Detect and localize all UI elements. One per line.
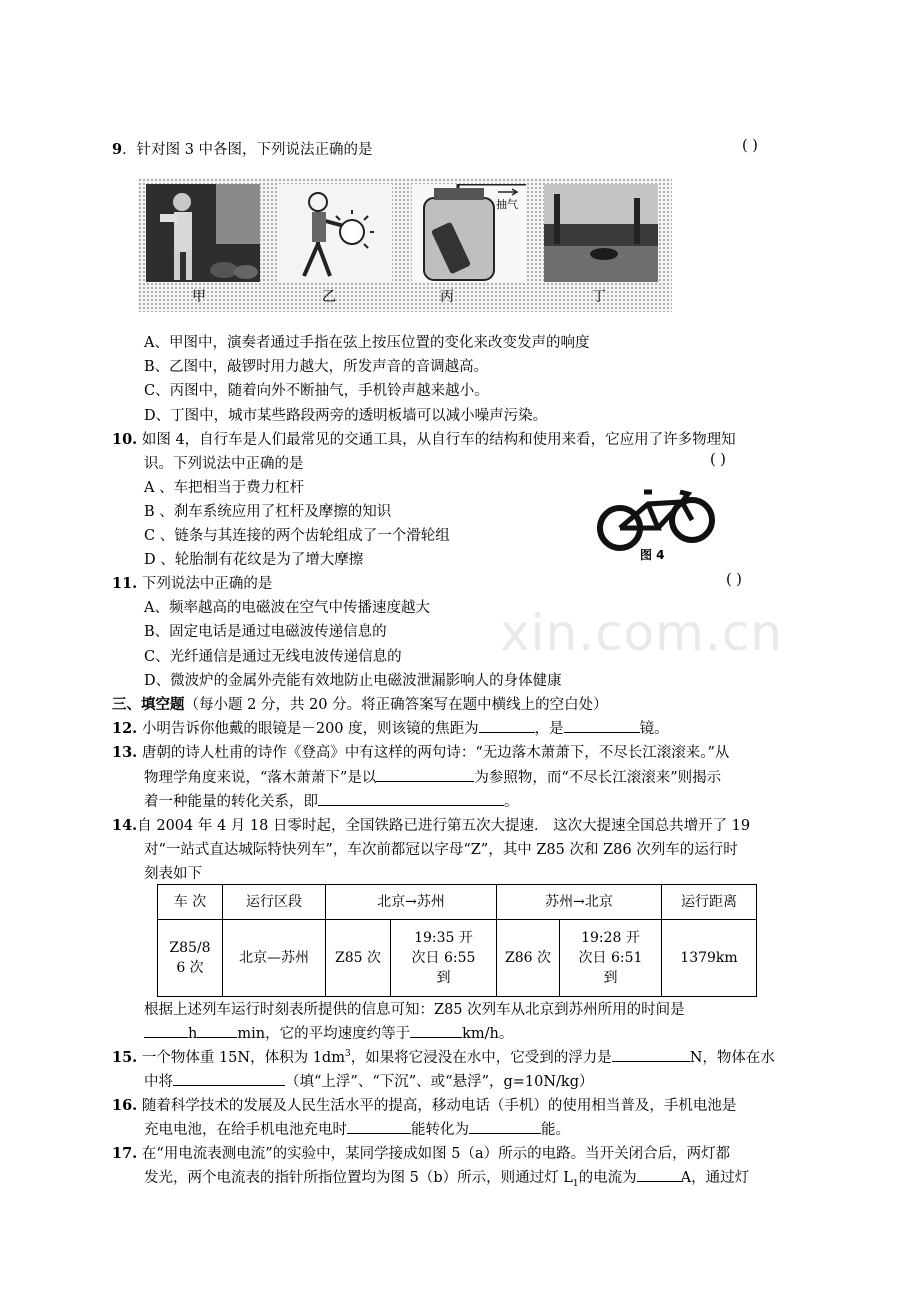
question-text: 小明告诉你他戴的眼镜是－200 度，则该镜的焦距为 xyxy=(141,721,479,737)
question-text: 为参照物，而“不尽长江滚滚来”则揭示 xyxy=(474,770,722,786)
answer-blank[interactable] xyxy=(173,1071,285,1086)
question-number: 11. xyxy=(112,575,138,592)
question-text: （填“上浮”、“下沉”、或“悬浮”，g=10N/kg） xyxy=(285,1074,594,1090)
figure-3 xyxy=(138,178,672,312)
question-text: 一个物体重 15N，体积为 1dm xyxy=(141,1050,345,1066)
question-text: ，是 xyxy=(534,721,564,737)
question-14 xyxy=(112,814,750,835)
cell-z86: Z86 次 xyxy=(497,920,560,997)
answer-blank[interactable] xyxy=(376,767,474,782)
figure-4-label: 图 4 xyxy=(640,548,665,562)
caption-jia: 甲 xyxy=(192,289,206,305)
answer-paren: ( ) xyxy=(710,452,726,468)
cell-distance: 1379km xyxy=(662,920,757,997)
question-text-cont: 识。下列说法中正确的是 xyxy=(144,456,304,472)
question-text: h xyxy=(188,1026,198,1042)
answer-blank[interactable] xyxy=(144,1023,188,1038)
question-13 xyxy=(112,741,729,762)
option-c: C、光纤通信是通过无线电波传递信息的 xyxy=(144,649,402,665)
question-text: A，通过灯 xyxy=(680,1170,750,1186)
option-d: D、丁图中，城市某些路段两旁的透明板墙可以减小噪声污染。 xyxy=(144,408,548,424)
section-note: （每小题 2 分，共 20 分。将正确答案写在题中横线上的空白处） xyxy=(184,697,608,713)
train-timetable xyxy=(157,884,757,997)
cell-line: 到 xyxy=(436,970,451,986)
question-15-line2 xyxy=(144,1070,594,1091)
section-3-heading xyxy=(112,693,608,714)
section-title: 三、填空题 xyxy=(112,696,185,713)
question-text: 镜。 xyxy=(639,721,669,737)
cell-line: 次日 6:55 xyxy=(411,950,476,966)
answer-blank[interactable] xyxy=(410,1023,462,1038)
question-11 xyxy=(112,572,272,593)
answer-paren: ( ) xyxy=(726,572,742,588)
answer-blank[interactable] xyxy=(564,718,640,733)
cell-line: 到 xyxy=(603,970,618,986)
header-section: 运行区段 xyxy=(223,885,326,920)
question-text: 在“用电流表测电流”的实验中，某同学接成如图 5（a）所示的电路。当开关闭合后，两灯都 xyxy=(141,1146,731,1162)
answer-blank[interactable] xyxy=(197,1023,237,1038)
question-12 xyxy=(112,717,669,738)
question-17 xyxy=(112,1142,730,1163)
header-sz-bj: 苏州→北京 xyxy=(497,885,662,920)
caption-ding: 丁 xyxy=(592,289,606,305)
caption-yi: 乙 xyxy=(322,289,336,305)
option-b: B 、刹车系统应用了杠杆及摩擦的知识 xyxy=(144,504,392,520)
violinist-image xyxy=(146,184,260,282)
header-distance: 运行距离 xyxy=(662,885,757,920)
question-text: 如图 4，自行车是人们最常见的交通工具，从自行车的结构和使用来看，它应用了许多物理知 xyxy=(141,432,736,448)
caption-bing: 丙 xyxy=(440,289,454,305)
option-b: B、固定电话是通过电磁波传递信息的 xyxy=(144,624,387,640)
question-text: min，它的平均速度约等于 xyxy=(237,1026,411,1042)
question-text: 中将 xyxy=(144,1074,173,1090)
answer-blank[interactable] xyxy=(637,1167,681,1182)
question-14-line3: 刻表如下 xyxy=(144,866,202,882)
option-c: C、丙图中，随着向外不断抽气，手机铃声越来越小。 xyxy=(144,383,489,399)
option-a: A 、车把相当于费力杠杆 xyxy=(144,480,305,496)
answer-blank[interactable] xyxy=(612,1047,690,1062)
question-16-line2 xyxy=(144,1118,570,1139)
pump-label: 抽气 xyxy=(496,198,518,211)
table-row xyxy=(158,920,757,997)
question-9 xyxy=(112,138,373,159)
answer-blank[interactable] xyxy=(318,791,504,806)
watermark: xin.com.cn xyxy=(500,604,783,662)
question-number: 17. xyxy=(112,1145,138,1162)
question-text: N，物体在水 xyxy=(689,1050,775,1066)
question-14-line2: 对“一站式直达城际特快列车”，车次前都冠以字母“Z”，其中 Z85 次和 Z86 次列车的运行时 xyxy=(144,842,738,858)
answer-blank[interactable] xyxy=(347,1119,411,1134)
question-13-line3 xyxy=(144,790,519,811)
question-number: 12. xyxy=(112,720,138,737)
question-text: 唐朝的诗人杜甫的诗作《登高》中有这样的两句诗：“无边落木萧萧下，不尽长江滚滚来。”从 xyxy=(141,745,730,761)
cell-line: 次日 6:51 xyxy=(578,950,643,966)
gong-image xyxy=(278,184,392,282)
question-14-after2 xyxy=(144,1022,513,1043)
superscript: 3 xyxy=(344,1049,351,1060)
cell-train xyxy=(158,920,223,997)
question-14-after1: 根据上述列车运行时刻表所提供的信息可知：Z85 次列车从北京到苏州所用的时间是 xyxy=(144,1002,685,1018)
question-text: ．针对图 3 中各图，下列说法正确的是 xyxy=(122,142,373,158)
cell-z85: Z85 次 xyxy=(326,920,391,997)
question-text: 能转化为 xyxy=(411,1122,469,1138)
question-number: 13. xyxy=(112,744,138,761)
option-d: D、微波炉的金属外壳能有效地防止电磁波泄漏影响人的身体健康 xyxy=(144,673,562,689)
cell-time2 xyxy=(560,920,662,997)
question-text: 随着科学技术的发展及人民生活水平的提高，移动电话（手机）的使用相当普及，手机电池是 xyxy=(141,1098,737,1114)
option-a: A、甲图中，演奏者通过手指在弦上按压位置的变化来改变发声的响度 xyxy=(144,335,590,351)
question-number: 9 xyxy=(112,141,123,158)
question-text: km/h。 xyxy=(462,1026,514,1042)
question-text: 物理学角度来说，“落木萧萧下”是以 xyxy=(144,770,377,786)
question-17-line2 xyxy=(144,1166,749,1189)
cell-line: 19:28 开 xyxy=(581,930,640,946)
cell-line: 6 次 xyxy=(176,960,204,976)
question-15 xyxy=(112,1046,775,1067)
cell-section: 北京—苏州 xyxy=(223,920,326,997)
cell-line: Z85/8 xyxy=(169,940,211,956)
cell-line: 19:35 开 xyxy=(414,930,473,946)
question-text: 发光，两个电流表的指针所指位置均为图 5（b）所示，则通过灯 L xyxy=(144,1170,573,1186)
question-text: 下列说法中正确的是 xyxy=(141,576,273,592)
question-13-line2 xyxy=(144,766,721,787)
header-bj-sz: 北京→苏州 xyxy=(326,885,497,920)
question-text: 能。 xyxy=(541,1122,570,1138)
question-text: 着一种能量的转化关系，即 xyxy=(144,794,318,810)
question-number: 10. xyxy=(112,431,138,448)
question-text: 。 xyxy=(504,794,519,810)
cell-time1 xyxy=(391,920,497,997)
header-train: 车 次 xyxy=(158,885,223,920)
option-c: C 、链条与其连接的两个齿轮组成了一个滑轮组 xyxy=(144,528,450,544)
subscript: 1 xyxy=(572,1178,579,1189)
question-10 xyxy=(112,428,736,449)
answer-blank[interactable] xyxy=(469,1119,541,1134)
answer-blank[interactable] xyxy=(479,718,535,733)
question-text: 充电电池，在给手机电池充电时 xyxy=(144,1122,347,1138)
question-text: 自 2004 年 4 月 18 日零时起，全国铁路已进行第五次大提速． 这次大提速全国总共增开了 19 xyxy=(137,818,751,834)
street-wall-image xyxy=(544,184,658,282)
question-number: 14. xyxy=(112,817,138,834)
option-a: A、频率越高的电磁波在空气中传播速度越大 xyxy=(144,600,430,616)
question-text: ，如果将它浸没在水中，它受到的浮力是 xyxy=(350,1050,612,1066)
question-16 xyxy=(112,1094,736,1115)
question-number: 15. xyxy=(112,1049,138,1066)
bell-jar-image xyxy=(412,184,526,282)
option-b: B、乙图中，敲锣时用力越大，所发声音的音调越高。 xyxy=(144,359,489,375)
question-text: 的电流为 xyxy=(578,1170,637,1186)
answer-paren: ( ) xyxy=(742,138,758,154)
question-number: 16. xyxy=(112,1097,138,1114)
table-header-row xyxy=(158,885,757,920)
option-d: D 、轮胎制有花纹是为了增大摩擦 xyxy=(144,552,364,568)
